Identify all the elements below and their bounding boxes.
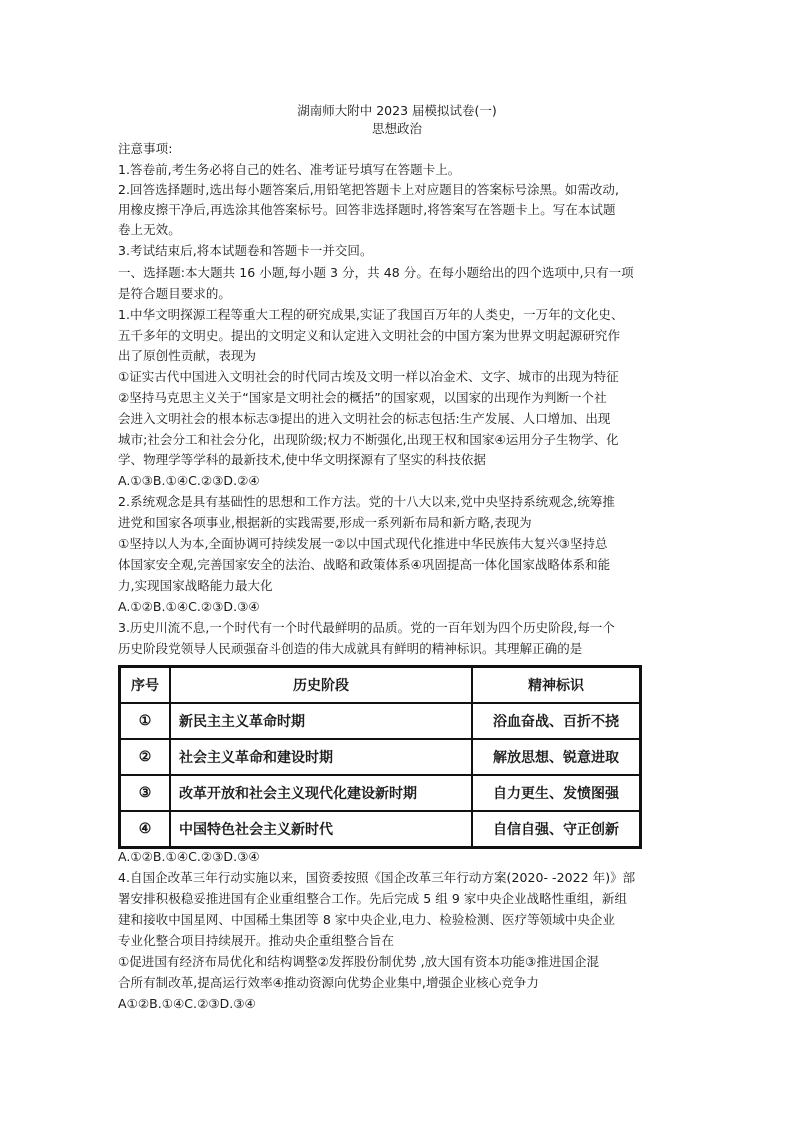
header-spirit: 精神标识 [472, 667, 641, 704]
header-stage: 历史阶段 [170, 667, 472, 704]
row-spirit: 解放思想、锐意进取 [472, 739, 641, 775]
notice-heading: 注意事项: [118, 141, 173, 156]
row-index: ③ [120, 775, 171, 811]
table-row [120, 703, 641, 739]
question-text: 出了原创性贡献，表现为 [118, 348, 257, 363]
row-stage: 中国特色社会主义新时代 [170, 811, 472, 848]
row-stage: 改革开放和社会主义现代化建设新时期 [170, 775, 472, 811]
table-row [120, 739, 641, 775]
answer-options: A.①②B.①④C.②③D.③④ [118, 849, 260, 864]
row-index: ① [120, 703, 171, 739]
answer-options: A①②B.①④C.②③D.③④ [118, 996, 256, 1011]
table-row [120, 811, 641, 848]
exam-subject: 思想政治 [371, 121, 422, 136]
question-text: 建和接收中国星网、中国稀土集团等 8 家中央企业,电力、检验检测、医疗等领域中央企业 [118, 912, 615, 927]
notice-item: 3.考试结束后,将本试题卷和答题卡一并交回。 [118, 243, 373, 258]
answer-options: A.①③B.①④C.②③D.②④ [118, 473, 260, 488]
table-header-row [120, 667, 641, 704]
question-text: 进党和国家各项事业,根据新的实践需要,形成一系列新布局和新方略,表现为 [118, 515, 532, 530]
notice-item: 1.答卷前,考生务必将自己的姓名、准考证号填写在答题卡上。 [118, 162, 461, 177]
question-text: 历史阶段党领导人民顽强奋斗创造的伟大成就具有鲜明的精神标识。其理解正确的是 [118, 641, 583, 656]
history-spirit-table [118, 665, 642, 849]
row-index: ② [120, 739, 171, 775]
question-text: 署安排积极稳妥推进国有企业重组整合工作。先后完成 5 组 9 家中央企业战略性重组，新组 [118, 891, 628, 906]
question-statement: 城市;社会分工和社会分化，出现阶级;权力不断强化,出现王权和国家④运用分子生物学、化 [118, 432, 619, 447]
notice-item: 2.回答选择题时,选出每小题答案后,用铅笔把答题卡上对应题目的答案标号涂黑。如需改动, [118, 182, 619, 197]
section-heading: 是符合题目要求的。 [118, 286, 231, 301]
question-text: 1.中华文明探源工程等重大工程的研究成果,实证了我国百万年的人类史，一万年的文化史、 [118, 307, 624, 322]
header-index: 序号 [120, 667, 171, 704]
question-statement: 合所有制改革,提高运行效率④推动资源向优势企业集中,增强企业核心竞争力 [118, 975, 539, 990]
question-statement: 会进入文明社会的根本标志③提出的进入文明社会的标志包括:生产发展、人口增加、出现 [118, 411, 611, 426]
question-text: 3.历史川流不息,一个时代有一个时代最鲜明的品质。党的一百年划为四个历史阶段,每一个 [118, 620, 615, 635]
row-stage: 社会主义革命和建设时期 [170, 739, 472, 775]
section-heading: 一、选择题:本大题共 16 小题,每小题 3 分，共 48 分。在每小题给出的四个选项中,只有一项 [118, 265, 634, 280]
question-text: 4.自国企改革三年行动实施以来，国资委按照《国企改革三年行动方案(2020- -2022 年)》部 [118, 870, 636, 885]
question-statement: 力,实现国家战略能力最大化 [118, 578, 273, 593]
question-statement: ①促进国有经济布局优化和结构调整②发挥股份制优势 ,放大国有资本功能③推进国企混 [118, 954, 600, 969]
exam-title: 湖南师大附中 2023 届模拟试卷(一) [297, 103, 497, 118]
row-spirit: 自信自强、守正创新 [472, 811, 641, 848]
notice-item: 用橡皮擦干净后,再选涂其他答案标号。回答非选择题时,将答案写在答题卡上。写在本试题 [118, 202, 616, 217]
question-text: 2.系统观念是具有基础性的思想和工作方法。党的十八大以来,党中央坚持系统观念,统筹推 [118, 494, 615, 509]
notice-item: 卷上无效。 [118, 222, 181, 237]
question-statement: 学、物理学等学科的最新技术,使中华文明探源有了坚实的科技依据 [118, 452, 486, 467]
question-statement: ①证实古代中国进入文明社会的时代同古埃及文明一样以冶金术、文字、城市的出现为特征 [118, 369, 619, 384]
row-index: ④ [120, 811, 171, 848]
question-statement: ②坚持马克思主义关于“国家是文明社会的概括”的国家观，以国家的出现作为判断一个社 [118, 390, 607, 405]
question-text: 五千多年的文明史。提出的文明定义和认定进入文明社会的中国方案为世界文明起源研究作 [118, 328, 621, 343]
question-statement: 体国家安全观,完善国家安全的法治、战略和政策体系④巩固提高一体化国家战略体系和能 [118, 557, 611, 572]
row-stage: 新民主主义革命时期 [170, 703, 472, 739]
table-row [120, 775, 641, 811]
row-spirit: 自力更生、发愤图强 [472, 775, 641, 811]
answer-options: A.①②B.①④C.②③D.③④ [118, 599, 260, 614]
question-statement: ①坚持以人为本,全面协调可持续发展一②以中国式现代化推进中华民族伟大复兴③坚持总 [118, 536, 608, 551]
row-spirit: 浴血奋战、百折不挠 [472, 703, 641, 739]
question-text: 专业化整合项目持续展开。推动央企重组整合旨在 [118, 933, 395, 948]
